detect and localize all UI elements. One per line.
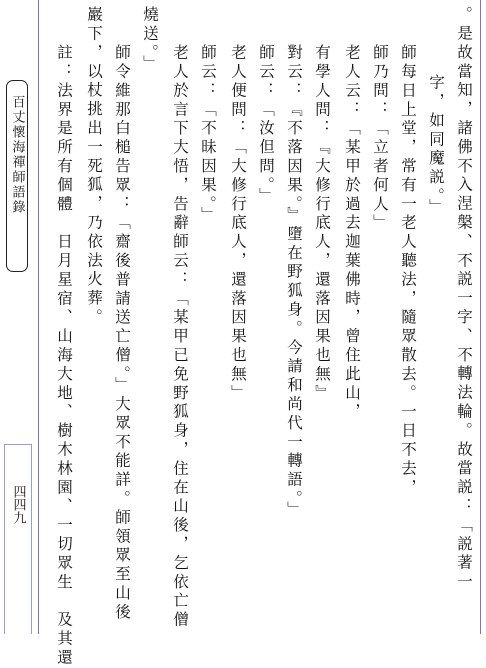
book-title-box: [6, 80, 28, 272]
text-column-4: 師乃問：「立者何人」: [371, 44, 389, 233]
text-column-11: 老人於言下大悟，告辭師云：「某甲已免野狐身，住在山後，乞依亡僧: [171, 44, 189, 630]
page-number-box: [4, 444, 32, 634]
text-column-5: 老人云：「某甲於過去迦葉佛時，曾住此山，: [343, 44, 361, 422]
text-column-3: 師每日上堂，常有一老人聽法，隨眾散去。一日不去，: [399, 44, 417, 498]
text-column-7: 對云：『不落因果。』墮在野狐身。今請和尚代一轉語。」: [285, 44, 303, 520]
text-column-6: 有學人問：『大修行底人，還落因果也無』: [313, 44, 331, 404]
text-column-15: 註：法界是所有個體 日月星宿、山海大地、樹木林園、一切眾生 及其還: [55, 44, 73, 668]
left-border-line: [38, 0, 39, 634]
right-border-line: [480, 0, 481, 634]
text-column-13: 師令維那白槌告眾：「齋後普請送亡僧。」大眾不能詳。師領眾至山後: [113, 44, 131, 623]
book-title: 百丈懷海禪師語錄: [9, 95, 25, 215]
text-column-9: 老人便問：「大修行底人，還落因果也無」: [229, 44, 247, 404]
text-column-1: 。是故當知，諸佛不入涅槃、不説一字、不轉法輪。故當説：「説著一: [455, 6, 473, 592]
text-column-12: 燒送。」: [141, 6, 159, 74]
text-column-2: 字，如同魔説。」: [427, 74, 445, 218]
text-column-8: 師云：「汝但問。」: [257, 44, 275, 207]
text-column-10: 師云：「不昧因果。」: [199, 44, 217, 226]
page-number: 四四九: [10, 485, 26, 524]
text-column-14: 巖下，以杖挑出一死狐，乃依法火葬。: [85, 6, 103, 328]
